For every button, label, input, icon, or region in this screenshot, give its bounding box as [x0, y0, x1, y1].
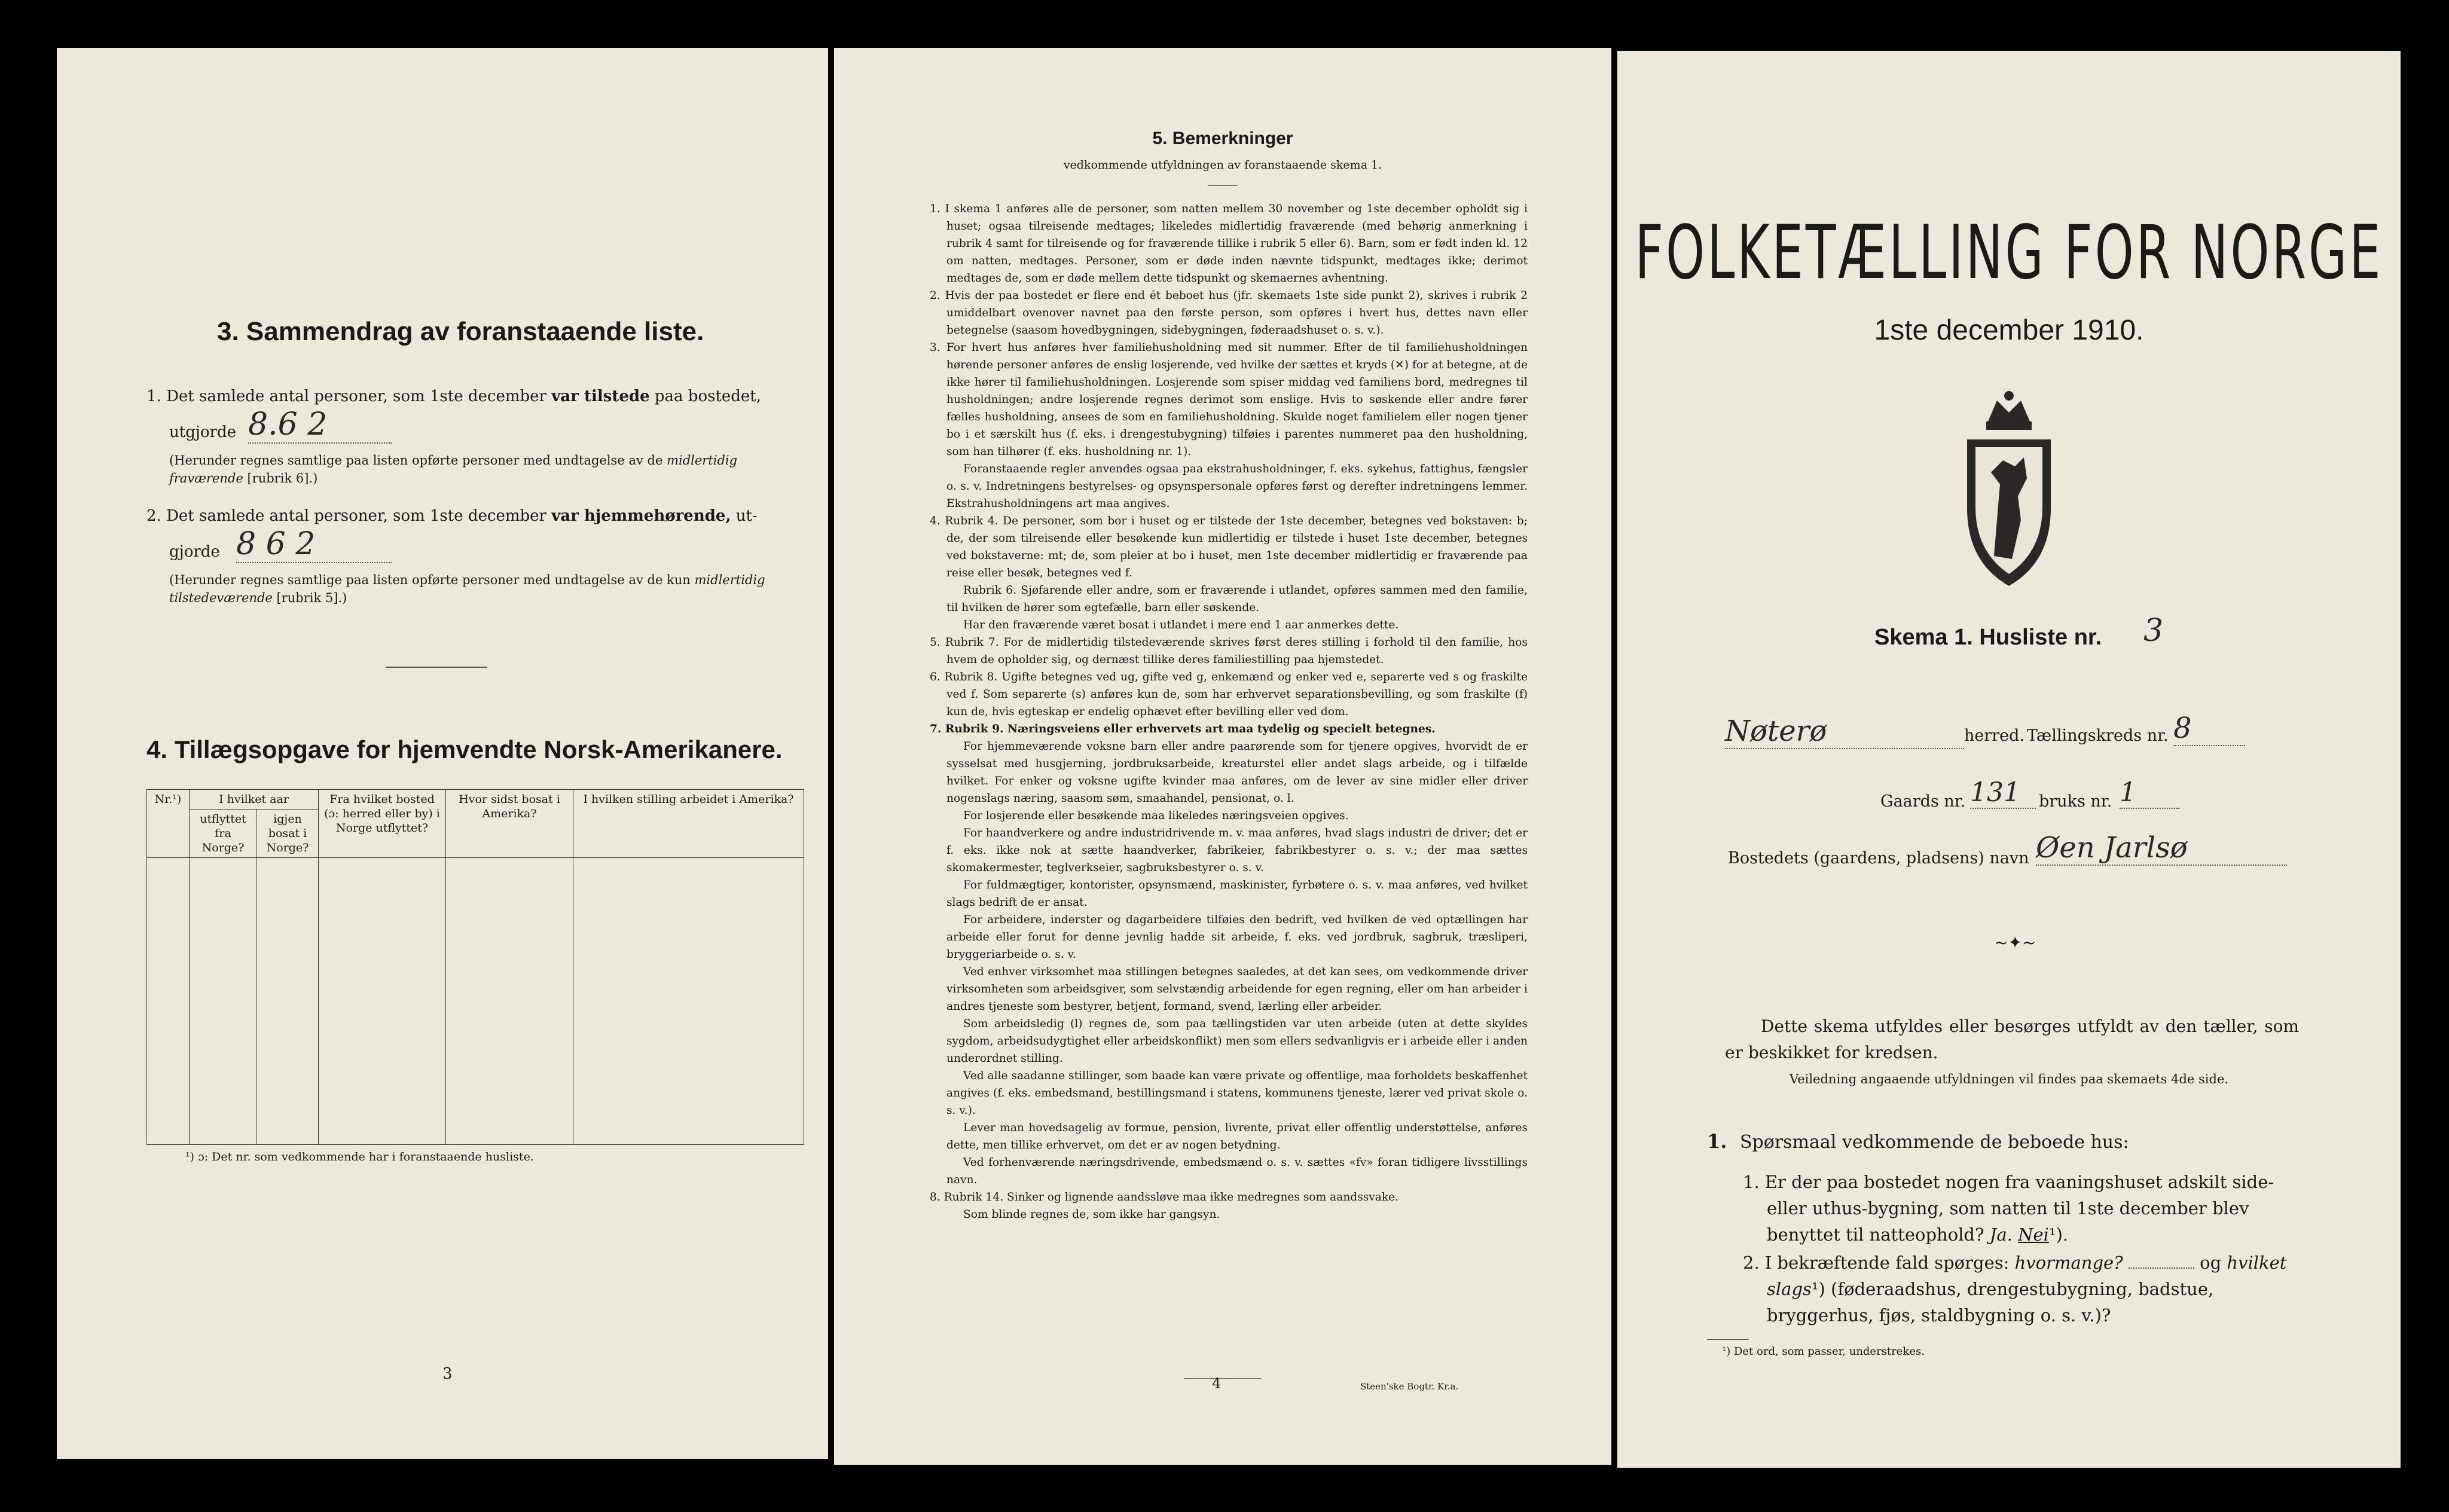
remark-7i: Lever man hovedsagelig av formue, pension, livrente, privat eller offentlig understøttelse, anføres dette, men tillike erhvervet, om det er av nogen betydning.	[946, 1122, 1528, 1151]
norsk-amerikaner-table	[146, 789, 804, 1145]
remark-7b: For losjerende eller besøkende maa likeledes næringsveien opgives.	[963, 810, 1349, 822]
remark-3b: Foranstaaende regler anvendes ogsaa paa ekstrahusholdninger, f. eks. sykehus, fattighus, fængsler o. s. v. Indretningens bestyrelses- og opsynspersonale opføres først og derefter indretningens lemmer. Ekstrahusholdningens art maa angives.	[946, 463, 1528, 510]
question-2: 2. I bekræftende fald spørges: hvormange? og hvilket slags¹) (føderaadshus, drengestubygning, badstue, bryggerhus, fjøs, staldbygning o. s. v.)?	[1743, 1253, 2287, 1325]
remark-7d: For fuldmægtiger, kontorister, opsynsmænd, maskinister, fyrbøtere o. s. v. maa anføres, ved hvilket slags bedrift de er ansat.	[946, 879, 1528, 909]
remarks-text	[930, 200, 1528, 1223]
remark-7h: Ved alle saadanne stillinger, som baade kan være private og offentlige, maa forholdets beskaffenhet angives (f. eks. embedsmand, bestillingsmand i statens, kommunens tjeneste, lærer ved privat skole o. s. v.).	[946, 1070, 1528, 1117]
col-utflyttet: utflyttet fra Norge?	[190, 810, 257, 858]
right-page	[1617, 51, 2401, 1468]
remark-7f: Ved enhver virksomhet maa stillingen betegnes saaledes, at det kan sees, om vedkommende driver virksomheten som arbeidsgiver, som selvstændig arbeidende for egen regning, eller om han arbeider i andres tjeneste som bestyrer, betjent, formand, svend, lærling eller arbeider.	[946, 966, 1528, 1013]
question-1: 1. Er der paa bostedet nogen fra vaaningshuset adskilt side- eller uthus-bygning, som natten til 1ste december blev benyttet til natteophold? Ja. Nei¹).	[1743, 1172, 2274, 1245]
table-footnote: ¹) ɔ: Det nr. som vedkommende har i foranstaaende husliste.	[185, 1150, 534, 1163]
krets-value: 8	[2173, 711, 2245, 746]
summary-item-1: 1. Det samlede antal personer, som 1ste december var tilstede paa bostedet,	[146, 387, 762, 405]
left-page	[57, 48, 828, 1459]
remark-7c: For haandverkere og andre industridrivende m. v. maa anføres, hvad slags industri de driver; det er f. eks. ikke nok at sætte haandverker, fabrikeier, fabrikbestyrer o. s. v.; der maa sættes skomakermester, teglverkseier, sagbruksbestyrer o. s. v.	[946, 827, 1528, 874]
remark-2: 2. Hvis der paa bostedet er flere end ét beboet hus (jfr. skemaets 1ste side punkt 2), skrives i rubrik 2 umiddelbart ovenover navnet paa den første person, som opføres i hvert hus, dettes navn eller betegnelse (saasom hovedbygningen, sidebygningen, føderaadshuset o. s. v.).	[930, 289, 1528, 337]
questions-heading: Spørsmaal vedkommende de beboede hus:	[1740, 1132, 2129, 1153]
item2-label: gjorde	[169, 543, 220, 561]
herred-value: Nøterø	[1725, 714, 1964, 749]
right-footnote: ¹) Det ord, som passer, understrekes.	[1722, 1345, 1925, 1358]
schema-label: Skema 1. Husliste nr.	[1874, 625, 2102, 650]
divider	[386, 667, 487, 668]
remark-7: 7. Rubrik 9. Næringsveiens eller erhvervets art maa tydelig og specielt betegnes.	[930, 723, 1436, 735]
page-number: 3	[442, 1365, 453, 1383]
krets-label: Tællingskreds nr.	[2027, 726, 2169, 745]
item1-label: utgjorde	[169, 423, 237, 441]
col-group-year: I hvilket aar	[190, 790, 319, 810]
remark-4b: Rubrik 6. Sjøfarende eller andre, som er fraværende i utlandet, opføres sammen med den familie, til hvilken de hører som egtefælle, barn eller søskende.	[946, 584, 1528, 614]
questions-number: 1.	[1707, 1130, 1727, 1153]
table-cell	[147, 858, 190, 1145]
printer-mark: Steen'ske Bogtr. Kr.a.	[1360, 1381, 1459, 1392]
table-cell	[190, 858, 257, 1145]
col-nr: Nr.¹)	[147, 790, 190, 858]
col-fra: Fra hvilket bosted (ɔ: herred eller by) i Norge utflyttet?	[319, 790, 446, 858]
item1-value: 8.6 2	[248, 407, 392, 444]
bruks-label: bruks nr.	[2039, 792, 2112, 811]
remark-5: 5. Rubrik 7. For de midlertidig tilstedeværende skrives først deres stilling i forhold til den familie, hos hvem de opholder sig, og dernæst tillike deres familiestilling paa hjemstedet.	[930, 636, 1528, 666]
table-cell	[573, 858, 804, 1145]
remark-4c: Har den fraværende været bosat i utlandet i mere end 1 aar anmerkes dette.	[963, 619, 1399, 631]
item2-note: (Herunder regnes samtlige paa listen opførte personer med undtagelse av de kun midlertidig tilstedeværende [rubrik 5].)	[169, 573, 765, 605]
col-hvor: Hvor sidst bosat i Amerika?	[446, 790, 573, 858]
remark-7g: Som arbeidsledig (l) regnes de, som paa tællingstiden var uten arbeide (uten at dette skyldes sygdom, arbeidsudygtighet eller arbeidskonflikt) men som ellers sedvanligvis er i arbeide eller i anden underordnet stilling.	[946, 1018, 1528, 1065]
intro-text: Dette skema utfyldes eller besørges utfyldt av den tæller, som er beskikket for kredsen.	[1725, 1016, 2299, 1062]
gaards-label: Gaards nr.	[1880, 792, 1966, 811]
herred-label: herred.	[1964, 726, 2025, 745]
census-date: 1ste december 1910.	[1874, 314, 2144, 346]
remark-8: 8. Rubrik 14. Sinker og lignende aandssløve maa ikke medregnes som aandssvake.	[930, 1191, 1399, 1204]
page-number: 4	[1212, 1375, 1222, 1392]
coat-of-arms-icon	[1955, 383, 2063, 592]
table-cell	[257, 858, 319, 1145]
remarks-subtitle: vedkommende utfyldningen av foranstaaende skema 1.	[1063, 158, 1382, 172]
ornament-icon: ~✦~	[1994, 933, 2036, 952]
remark-7e: For arbeidere, inderster og dagarbeidere tilføies den bedrift, ved hvilken de ved optællingen har arbeide eller forut for denne jevnlig hadde sit arbeide, f. eks. ved jordbruk, sagbruk, træsliperi, bryggeriarbeide o. s. v.	[946, 914, 1528, 961]
bruks-value: 1	[2120, 777, 2179, 809]
bosted-label: Bostedets (gaardens, pladsens) navn	[1728, 849, 2029, 868]
item1-note: (Herunder regnes samtlige paa listen opførte personer med undtagelse av de midlertidig fraværende [rubrik 6].)	[169, 453, 738, 485]
remark-7a: For hjemmeværende voksne barn eller andre paarørende som for tjenere opgives, hvorvidt de er sysselsat med husgjerning, jordbruksarbeide, kreaturstel eller andet slags arbeide, og i tilfælde hvilket. For enker og voksne ugifte kvinder maa anføres, om de lever av sine midler eller driver nogenslags næring, saasom søm, smaahandel, pensionat, o. l.	[946, 740, 1528, 805]
remark-3: 3. For hvert hus anføres hver familiehusholdning med sit nummer. Efter de til familiehusholdningen hørende personer anføres de enslig losjerende, ved hvilke der sættes et kryds (✕) for at betegne, at de ikke hører til familiehusholdningen. Losjerende som spiser middag ved familiens bord, medregnes til husholdningen; andre losjerende regnes derimot som enslige. Hvis to søskende eller andre fører fælles husholdning, ansees de som en familiehusholdning. Skulde noget familielem eller nogen tjener bo i et særskilt hus (f. eks. i drengestubygning) tilføies i parentes nummeret paa den husholdning, som han tilhører (f. eks. husholdning nr. 1).	[930, 341, 1528, 458]
table-body-row	[147, 858, 804, 1145]
bosted-value: Øen Jarlsø	[2036, 831, 2287, 866]
remarks-title: 5. Bemerkninger	[1152, 129, 1293, 148]
census-title: FOLKETÆLLING FOR NORGE	[1635, 209, 2383, 296]
table-cell	[319, 858, 446, 1145]
husliste-nr: 3	[2143, 613, 2164, 649]
section4-title: 4. Tillægsopgave for hjemvendte Norsk-Amerikanere.	[146, 735, 783, 763]
guidance-text: Veiledning angaaende utfyldningen vil findes paa skemaets 4de side.	[1789, 1072, 2229, 1086]
remark-1: 1. I skema 1 anføres alle de personer, som natten mellem 30 november og 1ste december opholdt sig i huset; ogsaa tilreisende medtages; likeledes midlertidig fraværende (med behørig anmerkning i rubrik 4 samt for tilreisende og for fraværende tillike i rubrik 5 eller 6). Barn, som er født inden kl. 12 om natten, medtages. Personer, som er døde inden nævnte tidspunkt, medtages ikke; derimot medtages de, som er døde mellem dette tidspunkt og skemaernes avhentning.	[930, 203, 1528, 285]
col-igjen: igjen bosat i Norge?	[257, 810, 319, 858]
section3-title: 3. Sammendrag av foranstaaende liste.	[217, 317, 704, 346]
summary-item-2: 2. Det samlede antal personer, som 1ste december var hjemmehørende, ut-	[146, 507, 758, 525]
middle-page	[834, 48, 1611, 1465]
col-stilling: I hvilken stilling arbeidet i Amerika?	[573, 790, 804, 858]
remark-6: 6. Rubrik 8. Ugifte betegnes ved ug, gifte ved g, enkemænd og enker ved e, separerte ved s og fraskilte ved f. Som separerte (s) anføres kun de, som har erhvervet separationsbevilling, og som fraskilte (f) kun de, hvis egteskap er endelig ophævet efter bevilling eller ved dom.	[930, 671, 1528, 718]
remark-8b: Som blinde regnes de, som ikke har gangsyn.	[963, 1208, 1220, 1221]
item2-value: 8 6 2	[236, 526, 392, 563]
divider	[1208, 185, 1238, 186]
remark-7j: Ved forhenværende næringsdrivende, embedsmænd o. s. v. sættes «fv» foran tidligere livsstillings navn.	[946, 1156, 1528, 1186]
remark-4: 4. Rubrik 4. De personer, som bor i huset og er tilstede der 1ste december, betegnes ved bokstaven: b; de, der som tilreisende eller besøkende kun midlertidig er tilstede i huset 1ste december, betegnes ved bokstaverne: mt; de, som pleier at bo i huset, men 1ste december midlertidig er fraværende paa reise eller besøk, betegnes ved f.	[930, 515, 1528, 579]
divider	[1184, 1378, 1262, 1379]
table-cell	[446, 858, 573, 1145]
divider	[1707, 1339, 1749, 1340]
gaards-value: 131	[1970, 777, 2036, 809]
